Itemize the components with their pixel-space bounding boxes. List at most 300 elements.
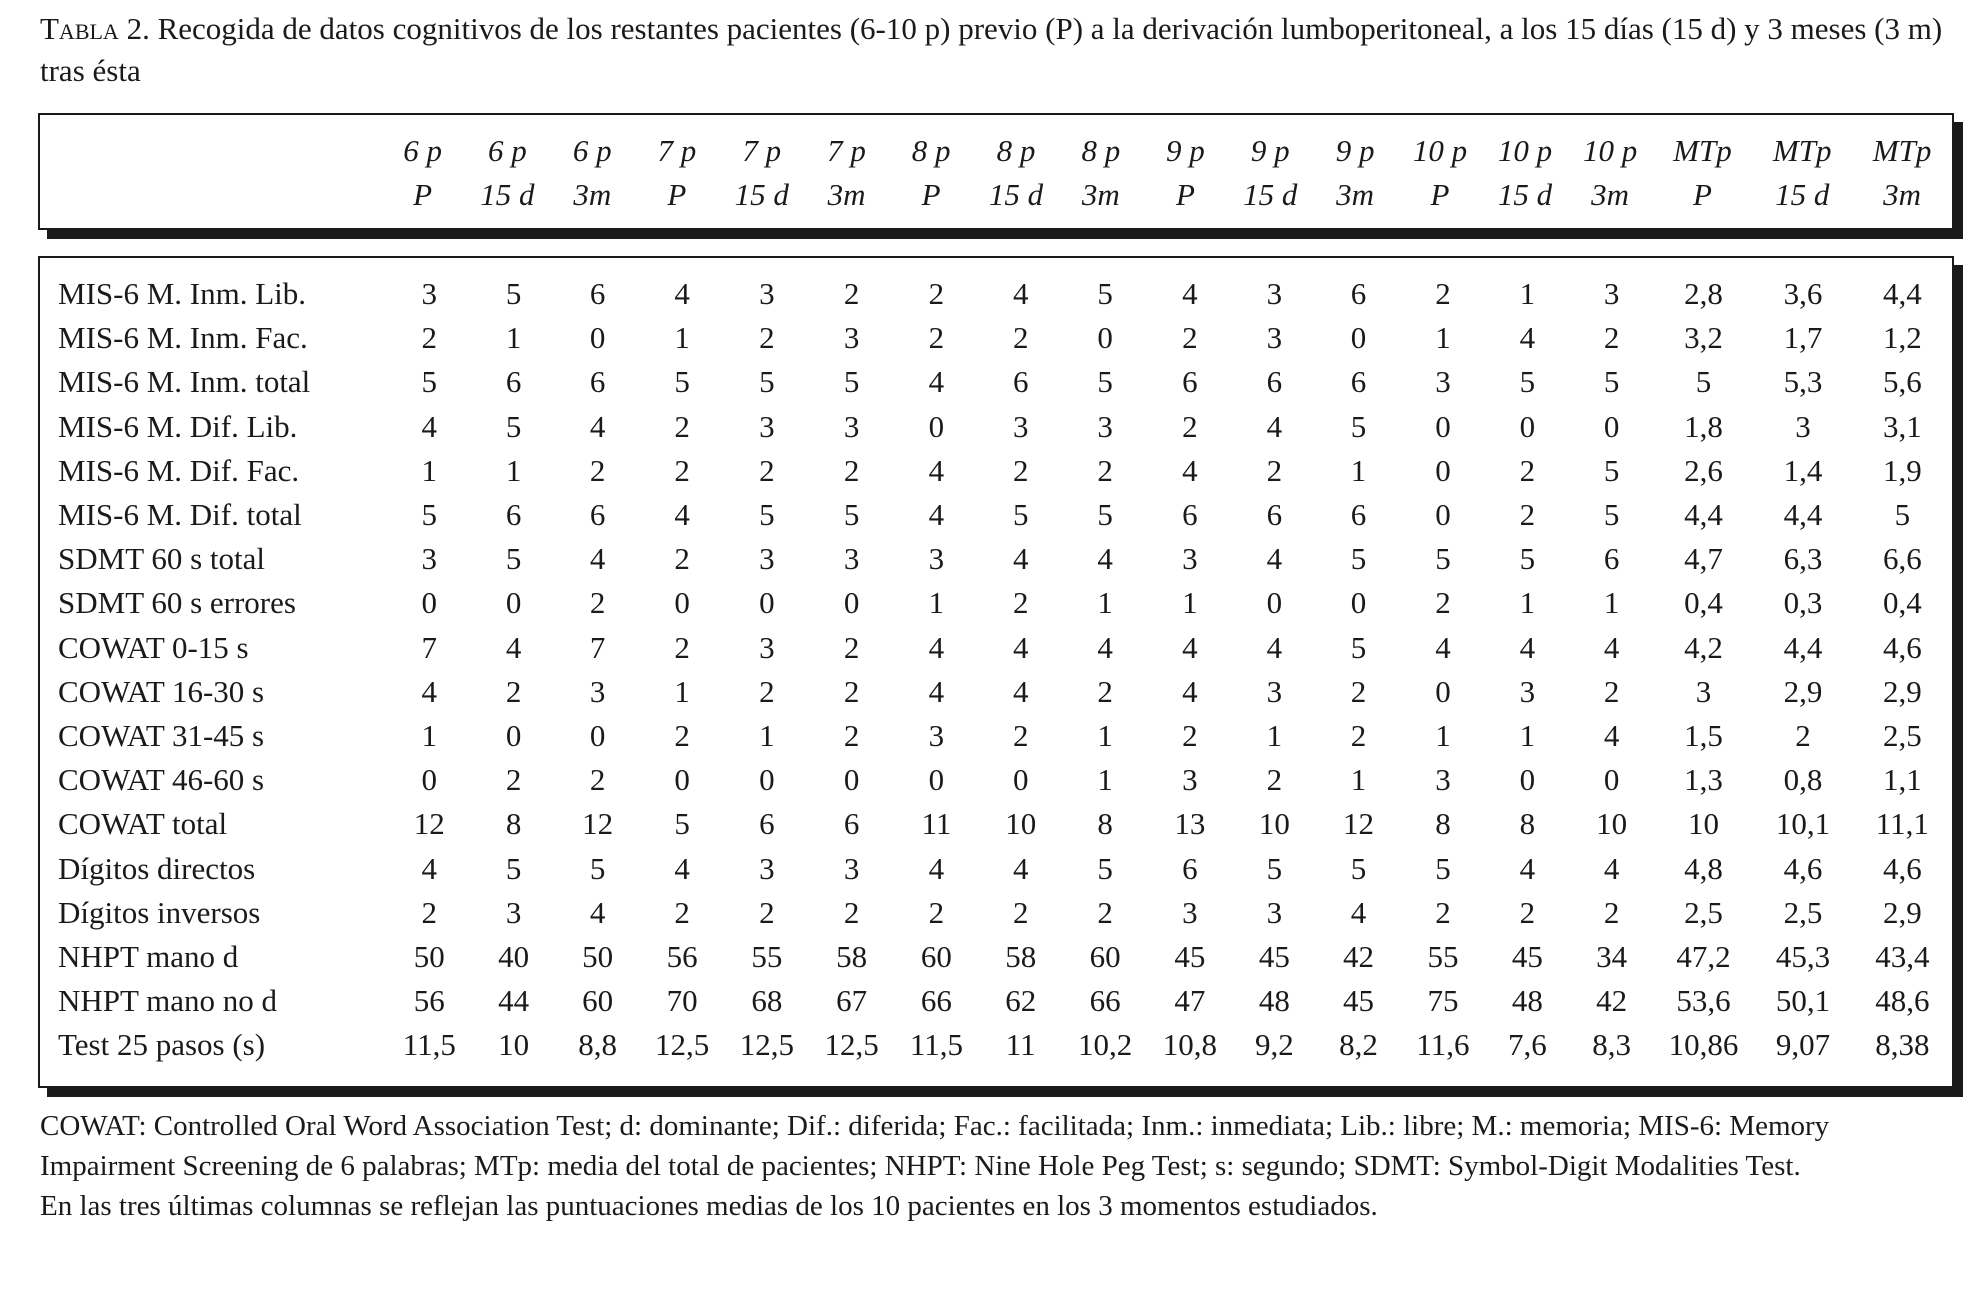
table-cell: 3: [843, 541, 860, 577]
table-cell: 55: [751, 939, 783, 975]
table-cell: 0: [1435, 673, 1451, 709]
table-cell: 2: [674, 718, 690, 754]
table-cell: 1,5: [1684, 718, 1723, 754]
table-cell: 4: [1012, 629, 1029, 665]
table-cell: 3: [1519, 673, 1536, 709]
table-cell: 3: [1435, 762, 1451, 798]
column-header: [550, 129, 635, 217]
table-cell: 2: [1012, 718, 1029, 754]
table-cell: 3: [1795, 408, 1811, 444]
table-cell: 3: [1266, 894, 1283, 930]
table-cell: 2: [1012, 585, 1029, 621]
table-cell: 4,4: [1783, 629, 1823, 665]
table-cell: 4,4: [1684, 497, 1723, 533]
table-cell: 45: [1174, 939, 1206, 975]
column-header-line1: 7 p: [827, 133, 866, 168]
table-cell: 3: [928, 541, 945, 577]
table-cell: 0: [843, 762, 860, 798]
row-label: Dígitos directos: [58, 850, 256, 886]
table-cell: 0: [1012, 762, 1029, 798]
column-header-line1: 8 p: [996, 133, 1036, 168]
table-cell: 1,1: [1882, 762, 1922, 798]
table-cell: 6: [505, 497, 522, 533]
table-cell: 45: [1511, 939, 1543, 975]
table-cell: 1,4: [1783, 452, 1823, 488]
table-cell: 10: [1596, 806, 1628, 842]
table-cell: 5: [1097, 364, 1113, 400]
table-cell: 6,6: [1882, 541, 1922, 577]
table-cell: 2,9: [1783, 673, 1823, 709]
table-cell: 2,5: [1783, 894, 1823, 930]
table-cell: 3: [1182, 762, 1198, 798]
table-cell: 5: [1350, 629, 1367, 665]
table-cell: 2: [1350, 673, 1367, 709]
table-cell: 2,5: [1882, 718, 1922, 754]
table-cell: 2: [589, 762, 606, 798]
table-cell: 8: [1435, 806, 1451, 842]
table-cell: 2: [759, 452, 775, 488]
table-cell: 50,1: [1775, 983, 1831, 1019]
table-cell: 4: [1012, 673, 1029, 709]
table-cell: 6: [589, 276, 606, 311]
table-cell: 0: [1350, 320, 1367, 356]
table-cell: 2: [843, 894, 860, 930]
column-header: [1752, 129, 1852, 217]
table-cell: 3: [928, 718, 945, 754]
table-cell: 8,2: [1339, 1027, 1378, 1063]
table-cell: 0: [1435, 497, 1451, 533]
table-cell: 3,1: [1882, 408, 1922, 444]
table-cell: 3: [1182, 541, 1198, 577]
table-cell: 2: [1795, 718, 1811, 754]
table-cell: 1: [759, 718, 775, 754]
table-cell: 4,6: [1882, 629, 1922, 665]
table-cell: 13: [1174, 806, 1206, 842]
table-cell: 4: [589, 894, 606, 930]
column-header-line2: P: [413, 177, 433, 212]
column-header-line1: MTp: [1772, 133, 1832, 168]
table-cell: 6: [1182, 850, 1198, 886]
table-row: [58, 847, 1952, 891]
column-header-line1: 6 p: [488, 133, 527, 168]
table-cell: 0: [674, 762, 690, 798]
table-cell: 47,2: [1676, 939, 1731, 975]
table-cell: 1: [1603, 585, 1620, 621]
table-cell: 1: [1519, 276, 1536, 311]
table-cell: 8,3: [1592, 1027, 1631, 1063]
table-cell: 2: [1182, 718, 1198, 754]
table-cell: 5: [1603, 452, 1620, 488]
column-header: [1653, 129, 1753, 217]
row-label: COWAT 16-30 s: [58, 673, 265, 709]
column-header-line2: P: [1175, 177, 1195, 212]
table-cell: 2: [759, 673, 775, 709]
table-cell: 70: [666, 983, 698, 1019]
table-cell: 5: [1603, 497, 1620, 533]
table-cell: 2: [1266, 762, 1283, 798]
table-cell: 4: [1097, 629, 1113, 665]
table-cell: 12,5: [739, 1027, 795, 1063]
table-caption: [40, 8, 1950, 92]
table-cell: 5: [1350, 850, 1367, 886]
table-cell: 10,1: [1775, 806, 1831, 842]
table-cell: 6: [1012, 364, 1029, 400]
table-cell: 3: [1266, 673, 1283, 709]
table-cell: 4: [1266, 629, 1283, 665]
table-cell: 10,8: [1162, 1027, 1217, 1063]
table-cell: 0: [589, 320, 606, 356]
table-cell: 4: [928, 850, 945, 886]
table-cell: 5: [421, 364, 438, 400]
table-cell: 0: [505, 585, 522, 621]
column-header-line2: 15 d: [1243, 177, 1298, 212]
table-cell: 2: [759, 894, 775, 930]
row-label: MIS-6 M. Inm. Lib.: [58, 276, 306, 311]
table-cell: 58: [836, 939, 868, 975]
table-cell: 56: [666, 939, 698, 975]
table-cell: 2,6: [1684, 452, 1723, 488]
row-label: NHPT mano d: [58, 939, 239, 975]
table-cell: 6: [1182, 497, 1198, 533]
table-cell: 2: [928, 320, 945, 356]
table-cell: 1: [421, 452, 438, 488]
column-header-line1: 9 p: [1335, 133, 1375, 168]
column-header: [1228, 129, 1313, 217]
table-cell: 4: [1519, 629, 1536, 665]
table-cell: 5: [1097, 850, 1113, 886]
table-cell: 4: [1097, 541, 1113, 577]
column-header-line1: MTp: [1872, 133, 1932, 168]
table-cell: 60: [920, 939, 952, 975]
table-cell: 11: [921, 806, 952, 842]
table-cell: 62: [1005, 983, 1037, 1019]
column-header-line1: 6 p: [403, 133, 442, 168]
table-cell: 2: [421, 320, 438, 356]
table-cell: 2: [674, 452, 690, 488]
table-cell: 4,7: [1684, 541, 1723, 577]
table-cell: 2: [1266, 452, 1283, 488]
table-cell: 1: [1519, 585, 1536, 621]
table-cell: 1,3: [1684, 762, 1723, 798]
table-cell: 11,1: [1875, 806, 1929, 842]
table-cell: 4: [1012, 850, 1029, 886]
table-cell: 4: [928, 673, 945, 709]
column-header: [719, 129, 804, 217]
table-cell: 5: [505, 541, 522, 577]
table-cell: 2: [843, 276, 860, 311]
table-cell: 4: [928, 364, 945, 400]
table-cell: 1: [1350, 762, 1367, 798]
table-cell: 5: [674, 364, 690, 400]
table-cell: 5: [421, 497, 438, 533]
table-cell: 4: [1603, 718, 1620, 754]
table-cell: 48: [1258, 983, 1290, 1019]
table-cell: 4,6: [1882, 850, 1922, 886]
table-cell: 1,9: [1882, 452, 1922, 488]
table-cell: 4: [1182, 276, 1198, 311]
table-cell: 4: [1435, 629, 1451, 665]
table-cell: 1: [505, 452, 522, 488]
table-cell: 5: [1894, 497, 1911, 533]
table-cell: 12: [413, 806, 445, 842]
table-cell: 2: [1097, 673, 1113, 709]
table-cell: 40: [498, 939, 530, 975]
table-cell: 1: [421, 718, 438, 754]
table-cell: 2: [674, 541, 690, 577]
footnote-abbreviations: COWAT: Controlled Oral Word Association Test; d: dominante; Dif.: diferida; Fac.: facilitada; Inm.: inmediata; Lib.: libre; M.: memoria; MIS-6: Memory Impairment Screening de 6 palabras; MTp: media del total de pacientes; NHPT: Nine Hole Peg Test; s: segundo; SDMT: Symbol-Digit Modalities Test.: [40, 1110, 1830, 1182]
column-header-line2: 3m: [827, 177, 866, 212]
table-cell: 11,5: [402, 1027, 456, 1063]
table-cell: 6,3: [1783, 541, 1823, 577]
table-cell: 3: [1435, 364, 1451, 400]
column-header-line1: MTp: [1673, 133, 1732, 168]
column-header-line2: P: [667, 177, 687, 212]
table-cell: 2: [1182, 408, 1198, 444]
row-label: COWAT 46-60 s: [58, 762, 265, 798]
table-cell: 4: [674, 497, 690, 533]
table-cell: 4: [1603, 850, 1620, 886]
table-cell: 0: [1350, 585, 1367, 621]
table-row: [58, 935, 1952, 979]
data-table: [58, 272, 1952, 1068]
table-cell: 5: [843, 364, 860, 400]
table-cell: 5: [1435, 850, 1451, 886]
table-row: [58, 405, 1952, 449]
column-header-line2: 3m: [1081, 177, 1120, 212]
table-cell: 12,5: [654, 1027, 710, 1063]
table-cell: 2: [421, 894, 438, 930]
table-row: [58, 272, 1952, 316]
column-header-line1: 7 p: [657, 133, 697, 168]
table-cell: 3,6: [1783, 276, 1823, 311]
table-cell: 0: [1097, 320, 1113, 356]
row-label: NHPT mano no d: [58, 983, 278, 1019]
table-cell: 2: [674, 408, 690, 444]
table-cell: 10: [1688, 806, 1720, 842]
table-cell: 48: [1511, 983, 1543, 1019]
table-cell: 2: [505, 673, 522, 709]
table-cell: 4: [421, 673, 438, 709]
column-header-line2: P: [1693, 177, 1712, 212]
table-cell: 6: [759, 806, 775, 842]
table-cell: 10,2: [1077, 1027, 1133, 1063]
table-cell: 2: [674, 894, 690, 930]
column-header: [1852, 129, 1952, 217]
table-cell: 4,4: [1783, 497, 1823, 533]
table-cell: 4: [928, 497, 945, 533]
table-cell: 0: [421, 762, 438, 798]
table-cell: 4: [589, 541, 606, 577]
table-cell: 0: [1435, 452, 1451, 488]
table-cell: 4: [1519, 320, 1536, 356]
table-cell: 8,8: [578, 1027, 617, 1063]
column-header-line2: 3m: [1591, 177, 1629, 212]
column-header-line1: 10 p: [1582, 133, 1638, 168]
table-cell: 1: [505, 320, 522, 356]
table-body-box: [38, 256, 1954, 1088]
table-cell: 12: [582, 806, 614, 842]
table-footnote: [40, 1106, 1950, 1226]
table-cell: 0: [674, 585, 690, 621]
column-header-table: [58, 129, 1952, 217]
column-header-line2: P: [921, 177, 941, 212]
row-label: MIS-6 M. Inm. Fac.: [58, 320, 308, 356]
table-cell: 2: [589, 452, 606, 488]
table-row: [58, 316, 1952, 360]
table-cell: 10: [1005, 806, 1037, 842]
table-cell: 2: [928, 894, 945, 930]
table-cell: 2: [1603, 673, 1620, 709]
caption-label: Tabla 2.: [40, 11, 150, 46]
table-cell: 2: [1012, 452, 1029, 488]
table-cell: 0: [759, 585, 775, 621]
table-cell: 75: [1427, 983, 1459, 1019]
table-cell: 5,3: [1783, 364, 1823, 400]
table-cell: 3: [759, 850, 775, 886]
table-cell: 2: [1097, 894, 1113, 930]
table-cell: 2: [843, 673, 860, 709]
table-cell: 0,8: [1783, 762, 1823, 798]
table-cell: 45: [1258, 939, 1290, 975]
table-cell: 3: [421, 541, 438, 577]
table-cell: 34: [1596, 939, 1628, 975]
table-cell: 2: [589, 585, 606, 621]
column-header: [465, 129, 550, 217]
column-header: [973, 129, 1058, 217]
table-cell: 8: [1519, 806, 1536, 842]
table-cell: 5: [674, 806, 690, 842]
table-cell: 0: [928, 762, 945, 798]
table-cell: 4: [1182, 629, 1198, 665]
column-header-line1: 7 p: [742, 133, 782, 168]
table-cell: 3: [1266, 320, 1283, 356]
column-header-line1: 6 p: [572, 133, 612, 168]
table-cell: 5: [1012, 497, 1029, 533]
table-cell: 5: [1519, 541, 1536, 577]
table-cell: 2: [1603, 894, 1620, 930]
table-row: [58, 802, 1952, 846]
table-cell: 0: [421, 585, 438, 621]
table-cell: 6: [1350, 497, 1367, 533]
table-cell: 47: [1174, 983, 1206, 1019]
table-cell: 12,5: [824, 1027, 879, 1063]
table-cell: 0: [759, 762, 775, 798]
table-row: [58, 758, 1952, 802]
column-header: [1482, 129, 1567, 217]
table-row: [58, 537, 1952, 581]
table-cell: 3: [759, 408, 775, 444]
table-cell: 0,4: [1882, 585, 1922, 621]
table-cell: 2: [674, 629, 690, 665]
table-cell: 6: [1603, 541, 1620, 577]
table-row: [58, 891, 1952, 935]
table-cell: 0: [1435, 408, 1451, 444]
column-header-line2: 15 d: [734, 177, 789, 212]
table-cell: 56: [413, 983, 445, 1019]
table-cell: 3: [843, 850, 860, 886]
table-cell: 2: [1097, 452, 1113, 488]
column-header-line1: 10 p: [1497, 133, 1553, 168]
table-cell: 4: [1603, 629, 1620, 665]
table-cell: 4: [505, 629, 522, 665]
table-row: [58, 714, 1952, 758]
table-cell: 4: [1519, 850, 1536, 886]
table-cell: 2,5: [1684, 894, 1723, 930]
table-cell: 10,86: [1668, 1027, 1739, 1063]
table-cell: 5: [1266, 850, 1283, 886]
table-cell: 4: [421, 408, 438, 444]
table-cell: 3: [421, 276, 438, 311]
table-cell: 0: [1519, 408, 1536, 444]
table-cell: 5,6: [1882, 364, 1922, 400]
table-cell: 7: [589, 629, 606, 665]
table-cell: 6: [1350, 276, 1367, 311]
table-cell: 8,38: [1875, 1027, 1930, 1063]
table-cell: 2: [1603, 320, 1620, 356]
table-cell: 6: [589, 364, 606, 400]
table-cell: 58: [1005, 939, 1037, 975]
table-cell: 10: [498, 1027, 530, 1063]
table-row: [58, 581, 1952, 625]
column-header-line1: 10 p: [1412, 133, 1468, 168]
table-cell: 3: [589, 673, 606, 709]
header-blank-cell: [58, 129, 380, 217]
column-header-line2: 3m: [1336, 177, 1375, 212]
column-header: [635, 129, 720, 217]
table-cell: 1: [674, 320, 690, 356]
row-label: MIS-6 M. Dif. total: [58, 497, 302, 533]
table-cell: 2: [928, 276, 945, 311]
table-cell: 50: [582, 939, 614, 975]
column-header-line1: 8 p: [1081, 133, 1121, 168]
table-cell: 3: [505, 894, 522, 930]
table-cell: 43,4: [1875, 939, 1930, 975]
table-cell: 6: [505, 364, 522, 400]
table-cell: 4: [674, 276, 690, 311]
table-cell: 0: [928, 408, 945, 444]
table-cell: 5: [1695, 364, 1712, 400]
table-cell: 4: [421, 850, 438, 886]
table-cell: 53,6: [1676, 983, 1731, 1019]
table-cell: 42: [1596, 983, 1628, 1019]
table-cell: 5: [505, 850, 522, 886]
table-cell: 2,9: [1882, 673, 1922, 709]
table-cell: 1,2: [1882, 320, 1922, 356]
table-cell: 3: [759, 276, 775, 311]
table-cell: 4: [928, 452, 945, 488]
table-cell: 3: [759, 541, 775, 577]
table-cell: 5: [1097, 497, 1113, 533]
table-cell: 6: [1182, 364, 1198, 400]
table-cell: 1: [928, 585, 945, 621]
table-cell: 2: [1435, 585, 1451, 621]
table-cell: 4: [1012, 276, 1029, 311]
table-cell: 2: [1435, 894, 1451, 930]
column-header-row: [58, 129, 1952, 217]
table-cell: 2: [1012, 894, 1029, 930]
column-header-line2: 15 d: [1775, 177, 1830, 212]
table-cell: 44: [498, 983, 530, 1019]
table-cell: 1: [1182, 585, 1198, 621]
table-cell: 0,3: [1783, 585, 1823, 621]
caption-text: Recogida de datos cognitivos de los restantes pacientes (6-10 p) previo (P) a la derivación lumboperitoneal, a los 15 días (15 d) y 3 meses (3 m) tras ésta: [40, 11, 1943, 88]
column-header-line1: 9 p: [1166, 133, 1205, 168]
row-label: MIS-6 M. Dif. Lib.: [58, 408, 298, 444]
column-header-line2: P: [1430, 177, 1450, 212]
column-header-line2: 3m: [1883, 177, 1921, 212]
table-cell: 2: [1012, 320, 1029, 356]
table-cell: 2: [1350, 718, 1367, 754]
